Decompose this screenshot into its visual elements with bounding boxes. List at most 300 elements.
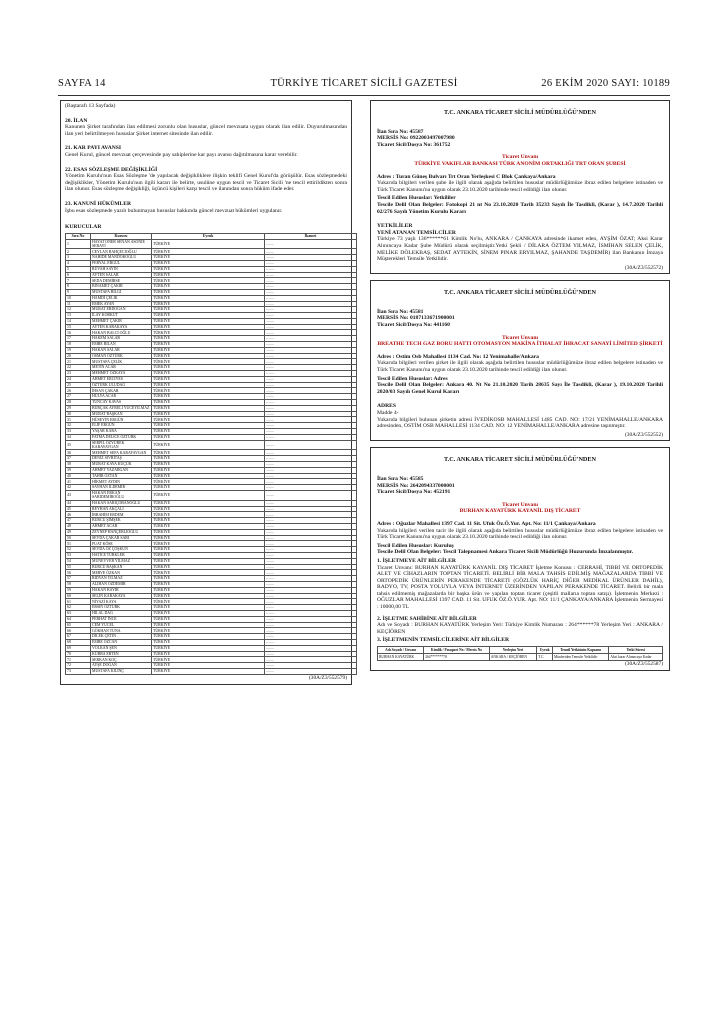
founder-name: HAKAN BAYIR xyxy=(91,587,152,593)
founder-residence: ........ xyxy=(265,462,357,468)
continued-label: (Baştarafı 13 Sayfada) xyxy=(65,103,116,109)
col-uyruk: Uyruk xyxy=(152,233,265,239)
belgeler: Tescile Delil Olan Belgeler: Fotokopi 21 nt No 23.10.2020 Tarih 35233 Sayılı İle Tasdikli, (Karar ), 14.7.2020 Tarihli 02/276 Sayılı Yönetim Kurulu Kararı xyxy=(377,201,663,215)
founder-nationality: TÜRKİYE xyxy=(152,506,265,512)
section-title: 21. KAR PAYI AVANSI xyxy=(65,145,122,152)
founder-residence: ........ xyxy=(265,564,357,570)
extra-body: Türkiye 73 yaşlı 136******61 Kimlik No'lu, ANKARA / ÇANKAYA adresinde ikamet eden, AYŞİM ÖZAT; Aksi Karar Alınıncaya Kadar Şube Müdürü olarak seçilmiştir.Yetki Şekli / DİLARA ÖZTEM YILMAZ, İSMİHAN SELEN ÇELİK, MELİKE DÖLEKBAŞ, SEDAT AYTEKİN, SİNEM PINAR ERYILMAZ, ŞAHANDE TAŞDEMİR) ilan Bankanın İmzaya Müşterekleri Temsile Yetkilidir. xyxy=(377,236,663,263)
founder-residence: ........ xyxy=(265,553,357,559)
founder-nationality: TÜRKİYE xyxy=(152,347,265,353)
founder-residence: ........ xyxy=(265,289,357,295)
row-number: 58 xyxy=(66,581,91,587)
row-number: 33 xyxy=(66,429,91,435)
row-number: 52 xyxy=(66,547,91,553)
founder-residence: ........ xyxy=(265,266,357,272)
founder-residence: ........ xyxy=(265,576,357,582)
founder-nationality: TÜRKİYE xyxy=(152,547,265,553)
row-number: 73 xyxy=(66,668,91,674)
row-number: 35 xyxy=(66,440,91,450)
founder-residence: ........ xyxy=(265,342,357,348)
founder-name: EMRE BILAN xyxy=(91,342,152,348)
founder-nationality: TÜRKİYE xyxy=(152,535,265,541)
row-number: 36 xyxy=(66,450,91,456)
row-number: 64 xyxy=(66,616,91,622)
row-number: 59 xyxy=(66,587,91,593)
col-ikamet: İkamet xyxy=(265,233,357,239)
founder-nationality: TÜRKİYE xyxy=(152,301,265,307)
row-number: 25 xyxy=(66,382,91,388)
rep-col-header: Yerleşim Yeri xyxy=(489,647,536,654)
header-rule xyxy=(58,95,670,96)
founder-nationality: TÜRKİYE xyxy=(152,295,265,301)
row-number: 17 xyxy=(66,336,91,342)
founder-name: GÖKHAN TUNA xyxy=(91,628,152,634)
row-number: 55 xyxy=(66,564,91,570)
founder-residence: ........ xyxy=(265,558,357,564)
founder-nationality: TÜRKİYE xyxy=(152,411,265,417)
founder-name: AHMET ERCİYES xyxy=(91,376,152,382)
founder-residence: ........ xyxy=(265,535,357,541)
founder-residence: ........ xyxy=(265,518,357,524)
rep-col-header: Temsil Yetkisinin Kapsamı xyxy=(552,647,608,654)
row-number: 18 xyxy=(66,342,91,348)
extra-body: Yukarıda bilgileri bulunan şirketin adresi İVEDİKOSB MAHALLESİ 1485 CAD. NO: 17/21 YENİMAHALLE/ANKARA adresinden, OSTİM OSB MAHALLESİ 1134 CAD. NO: 12 YENİMAHALLE/ANKARA adresine taşınmıştır. xyxy=(377,416,663,430)
row-number: 38 xyxy=(66,462,91,468)
founder-residence: ........ xyxy=(265,639,357,645)
col-sira: Sıra No xyxy=(66,233,91,239)
founder-name: MUSTAFA KILINÇ xyxy=(91,668,152,674)
founder-residence: ........ xyxy=(265,382,357,388)
founder-residence: ........ xyxy=(265,336,357,342)
row-number: 22 xyxy=(66,365,91,371)
founder-name: AHMET YAZARGAN xyxy=(91,467,152,473)
founder-name: FERHAT İNCE xyxy=(91,616,152,622)
founder-name: İBRAHİM ERDEM xyxy=(91,512,152,518)
unvan-label: Ticaret Unvanı xyxy=(502,154,538,161)
founder-residence: ........ xyxy=(265,491,357,501)
row-number: 28 xyxy=(66,400,91,406)
representatives-table xyxy=(377,646,663,661)
row-number: 21 xyxy=(66,359,91,365)
founder-residence: ........ xyxy=(265,394,357,400)
founder-residence: ........ xyxy=(265,313,357,319)
adres: Adres : Oğuzlar Mahallesi 1397 Cad. 11 Sit. Ufuk Öz.Ö.Yur. Apt. No: 11/1 Çankaya/Ankara xyxy=(377,520,596,527)
notice-1 xyxy=(370,100,670,274)
row-number: 70 xyxy=(66,651,91,657)
row-number: 60 xyxy=(66,593,91,599)
founder-name: KÜBRA ERTEN xyxy=(91,651,152,657)
founder-name: HİLAL DAĞ xyxy=(91,610,152,616)
founder-nationality: TÜRKİYE xyxy=(152,576,265,582)
founder-residence: ........ xyxy=(265,255,357,261)
founder-residence: ........ xyxy=(265,359,357,365)
founder-name: SELİN KARAKAYA xyxy=(91,593,152,599)
notice-office: T.C. ANKARA TİCARET SİCİLİ MÜDÜRLÜĞÜ'NDEN xyxy=(444,456,596,464)
section-1-body: Ticaret Unvanı: BURHAN KAYATÜRK KAYANİL DIŞ TİCARET İşletme Konusu : CERRAHİ, TIBBİ VE ORTOPEDİK ALET VE CİHAZLARIN TOPTAN TİCARETİ. BELİRLİ BİR MALA TAHSİS EDİLMİŞ MAĞAZALARDA TIBBİ VE ORTOPEDİK ÜRÜNLERİN PERAKENDE TİCARETİ (GÖZLÜK HARİÇ DİĞER MEDİKAL ÜRÜNLER DAHİL), RADYO, TV, POSTA YOLUYLA VEYA İNTERNET ÜZERİNDEN YAPILAN PERAKENDE TİCARET. Belirli bir mala tahsis edilmemiş mağazalarda bir başka ürün ve yapılan toptan ticaret (çeşitli mallarıa toptan satışı). İşletmenin Merkezi : OĞUZLAR MAHALLESİ 1397 CAD. 11 Sit. UFUK ÖZ.Ö.YUR. Apt. NO: 11/1 ÇANKAYA/ANKARA İşletmenin Sermayesi : 10000,00 TL xyxy=(377,564,663,611)
founder-name: HAYAT ÖNER SENAN ASONİE SERAYİ xyxy=(91,239,152,249)
sicil-no: Ticaret Sicil/Dosya No: 441160 xyxy=(377,322,450,329)
row-number: 63 xyxy=(66,610,91,616)
rep-cell: T.C. xyxy=(537,654,553,661)
founder-residence: ........ xyxy=(265,376,357,382)
founder-residence: ........ xyxy=(265,423,357,429)
row-number: 4 xyxy=(66,260,91,266)
founder-residence: ........ xyxy=(265,272,357,278)
notice-2 xyxy=(370,280,670,441)
section-title: 22. ESAS SÖZLEŞME DEĞİŞİKLİĞİ xyxy=(65,166,158,173)
founder-nationality: TÜRKİYE xyxy=(152,324,265,330)
founder-residence: ........ xyxy=(265,239,357,249)
founder-residence: ........ xyxy=(265,541,357,547)
table-row xyxy=(66,239,357,249)
founder-residence: ........ xyxy=(265,529,357,535)
founder-name: AYŞE DOĞAN xyxy=(91,663,152,669)
founder-residence: ........ xyxy=(265,330,357,336)
row-number: 8 xyxy=(66,284,91,290)
founder-name: MEHMET SEFA KARAYAVGAN xyxy=(91,450,152,456)
row-number: 72 xyxy=(66,663,91,669)
founder-nationality: TÜRKİYE xyxy=(152,541,265,547)
founder-residence: ........ xyxy=(265,347,357,353)
founder-nationality: TÜRKİYE xyxy=(152,359,265,365)
row-number: 13 xyxy=(66,313,91,319)
founder-nationality: TÜRKİYE xyxy=(152,450,265,456)
row-number: 29 xyxy=(66,405,91,411)
founder-residence: ........ xyxy=(265,467,357,473)
founder-residence: ........ xyxy=(265,365,357,371)
row-number: 14 xyxy=(66,318,91,324)
founder-name: RÜVAH SAYİN xyxy=(91,266,152,272)
founder-nationality: TÜRKİYE xyxy=(152,330,265,336)
founder-residence: ........ xyxy=(265,324,357,330)
row-number: 69 xyxy=(66,645,91,651)
rep-cell: Münferiden Temsile Yetkilidir xyxy=(552,654,608,661)
founder-nationality: TÜRKİYE xyxy=(152,564,265,570)
founder-nationality: TÜRKİYE xyxy=(152,553,265,559)
founder-residence: ........ xyxy=(265,485,357,491)
founder-name: YAŞAR KARA xyxy=(91,429,152,435)
row-number: 50 xyxy=(66,535,91,541)
founder-residence: ........ xyxy=(265,506,357,512)
founder-nationality: TÜRKİYE xyxy=(152,429,265,435)
founder-name: OSMAN ÖZTÜRK xyxy=(91,353,152,359)
founder-nationality: TÜRKİYE xyxy=(152,485,265,491)
founder-residence: ........ xyxy=(265,657,357,663)
article-sections xyxy=(65,118,347,215)
founder-name: CEM YÜCEL xyxy=(91,622,152,628)
founder-nationality: TÜRKİYE xyxy=(152,318,265,324)
founder-residence: ........ xyxy=(265,524,357,530)
founder-nationality: TÜRKİYE xyxy=(152,249,265,255)
founder-nationality: TÜRKİYE xyxy=(152,440,265,450)
founder-nationality: TÜRKİYE xyxy=(152,423,265,429)
extra-title: YETKİLİLER xyxy=(377,223,413,230)
founder-name: ALİHAN ÖZDEMİR xyxy=(91,581,152,587)
row-number: 1 xyxy=(66,239,91,249)
founder-name: ÖZTÜRK ULUDAĞ xyxy=(91,382,152,388)
row-number: 61 xyxy=(66,599,91,605)
founder-name: VOLKAN ŞEN xyxy=(91,645,152,651)
row-number: 26 xyxy=(66,388,91,394)
row-number: 53 xyxy=(66,553,91,559)
founders-table xyxy=(65,233,357,675)
founder-name: METİN ACAR xyxy=(91,365,152,371)
founder-name: BURÇAK AYRELİ YÜCEYILMAZ xyxy=(91,405,152,411)
rep-cell: Aksi karar Alınıncaya Kadar xyxy=(609,654,663,661)
founder-residence: ........ xyxy=(265,479,357,485)
row-number: 15 xyxy=(66,324,91,330)
founder-name: ERSİN ÖZTÜRK xyxy=(91,605,152,611)
row-number: 41 xyxy=(66,479,91,485)
row-number: 37 xyxy=(66,456,91,462)
founder-nationality: TÜRKİYE xyxy=(152,456,265,462)
founder-residence: ........ xyxy=(265,581,357,587)
founder-residence: ........ xyxy=(265,628,357,634)
founder-residence: ........ xyxy=(265,434,357,440)
row-number: 56 xyxy=(66,570,91,576)
unvan: BURHAN KAYATÜRK KAYANİL DIŞ TİCARET xyxy=(459,508,581,515)
founder-nationality: TÜRKİYE xyxy=(152,272,265,278)
founder-name: NAHİDE MANDOKOĞLU xyxy=(91,255,152,261)
founder-name: NİYAZİ KAYA xyxy=(91,599,152,605)
right-column xyxy=(370,100,670,677)
founder-nationality: TÜRKİYE xyxy=(152,417,265,423)
founder-residence: ........ xyxy=(265,500,357,506)
founder-residence: ........ xyxy=(265,645,357,651)
founder-name: DİLEK ÇETİN xyxy=(91,634,152,640)
ilan-no: İlan Sıra No: 45587 xyxy=(377,128,424,135)
mersis-no: MERSİS No: 2642094337000001 xyxy=(377,482,455,489)
extra-sub: Madde 4- xyxy=(377,410,399,416)
founder-name: SAYHAN İLDEMİR xyxy=(91,485,152,491)
founder-nationality: TÜRKİYE xyxy=(152,376,265,382)
row-number: 30 xyxy=(66,411,91,417)
row-number: 47 xyxy=(66,518,91,524)
founder-nationality: TÜRKİYE xyxy=(152,529,265,535)
founder-residence: ........ xyxy=(265,668,357,674)
founder-name: SERPİL ÖZYÜREK KARAYAVGAN xyxy=(91,440,152,450)
section-3-title: 3. İŞLETMENİN TEMSİLCİLERİNE AİT BİLGİLER xyxy=(377,637,510,644)
founder-name: MEHMET ÖZKAYA xyxy=(91,371,152,377)
kurucular-title: KURUCULAR xyxy=(65,224,102,231)
founder-name: FERYAL ERGÜL xyxy=(91,260,152,266)
founder-residence: ........ xyxy=(265,295,357,301)
founder-name: ZEYNEP HANÇERLİOĞLU xyxy=(91,529,152,535)
table-row xyxy=(66,491,357,501)
belgeler: Tescile Delil Olan Belgeler: Ankara 40. Nt No 21.10.2020 Tarih 28635 Sayı İle Tasdikli, (Karar ), 19.10.2020 Tarihli 2020/03 Sayılı Genel Kurul Kararı xyxy=(377,382,663,395)
page-header xyxy=(58,78,670,94)
founder-residence: ........ xyxy=(265,278,357,284)
founder-nationality: TÜRKİYE xyxy=(152,605,265,611)
founder-name: BURCU ŞİMŞEK xyxy=(91,518,152,524)
founder-residence: ........ xyxy=(265,473,357,479)
founder-name: HAKAN ERKAN SARIDEMİROĞLU xyxy=(91,491,152,501)
col-kurucu: Kurucu xyxy=(91,233,152,239)
founder-name: HATİCE TÜRKLER xyxy=(91,553,152,559)
row-number: 2 xyxy=(66,249,91,255)
founder-nationality: TÜRKİYE xyxy=(152,610,265,616)
founder-nationality: TÜRKİYE xyxy=(152,512,265,518)
notice-ref: (30A/Z3/552572) xyxy=(624,264,663,271)
founder-name: FATMA DELİCE ÖZTÜRK xyxy=(91,434,152,440)
unvan-label: Ticaret Unvanı xyxy=(502,334,538,341)
sicil-no: Ticaret Sicil/Dosya No: 452191 xyxy=(377,489,451,496)
sicil-no: Ticaret Sicil/Dosya No: 361752 xyxy=(377,141,451,148)
founder-nationality: TÜRKİYE xyxy=(152,394,265,400)
founder-residence: ........ xyxy=(265,301,357,307)
row-number: 12 xyxy=(66,307,91,313)
founder-name: MUSTAFA ÇELİK xyxy=(91,359,152,365)
founder-residence: ........ xyxy=(265,634,357,640)
row-number: 27 xyxy=(66,394,91,400)
founder-name: DENİZ SİVRİTAŞ xyxy=(91,456,152,462)
row-number: 39 xyxy=(66,467,91,473)
row-number: 3 xyxy=(66,255,91,261)
founder-nationality: TÜRKİYE xyxy=(152,371,265,377)
hususlar: Tescil Edilen Hususlar: Kuruluş xyxy=(377,542,454,549)
row-number: 43 xyxy=(66,491,91,501)
founder-residence: ........ xyxy=(265,547,357,553)
founder-nationality: TÜRKİYE xyxy=(152,622,265,628)
table-row xyxy=(66,668,357,674)
founder-residence: ........ xyxy=(265,450,357,456)
founder-residence: ........ xyxy=(265,260,357,266)
unvan-label: Ticaret Unvanı xyxy=(502,501,538,508)
founder-name: BİNAMET ÇAKIR xyxy=(91,284,152,290)
founder-nationality: TÜRKİYE xyxy=(152,284,265,290)
section-body: Yönetim Kurulu'nun Esas Sözleşme 'de yapılacak değişikliklere ilişkin teklifi Genel Kurul'da görüşülür. Esas sözleşmedeki değişiklikler, Yönetim Kurulu'nun ilgili kararı ile belirte, usulüne uygun tescil ve Ticaret Sicili 'ne tescil ettirildikten sonra ilan olunur. Esas sözleşme değişikliği, üçüncü kişileri karşı tescil ve ilanından sonra hüküm ifade eder. xyxy=(65,173,347,193)
unvan: TÜRKİYE VAKIFLAR BANKASI TÜRK ANONİM ORTAKLIĞI TRT ORAN ŞUBESİ xyxy=(414,160,626,167)
rep-col-header: Adı Soyadı / Unvanı xyxy=(378,647,424,654)
founder-residence: ........ xyxy=(265,587,357,593)
row-number: 54 xyxy=(66,558,91,564)
row-number: 7 xyxy=(66,278,91,284)
founder-name: MURAT KAYA KÜÇÜK xyxy=(91,462,152,468)
mersis-no: MERSİS No: 0922003497007980 xyxy=(377,135,455,142)
founder-nationality: TÜRKİYE xyxy=(152,599,265,605)
row-number: 49 xyxy=(66,529,91,535)
founder-nationality: TÜRKİYE xyxy=(152,313,265,319)
founder-residence: ........ xyxy=(265,284,357,290)
founder-name: SEVDA ÇAKAR SARI xyxy=(91,535,152,541)
founder-name: AYTEN SALAR xyxy=(91,272,152,278)
founder-residence: ........ xyxy=(265,456,357,462)
founder-nationality: TÜRKİYE xyxy=(152,581,265,587)
notice-body: Yukarıda bilgileri verilen tacir ile ilgili olarak aşağıda belirtilen hususlar müdürlüğümüze ibraz edilen belgelere istinaden ve Türk Ticaret Kanunu'na uygun olarak 23.10.2020 tarihinde tescil edildiği ilan olunur. xyxy=(377,527,663,541)
founder-nationality: TÜRKİYE xyxy=(152,266,265,272)
founder-name: MÜNEVVER YILMAZ xyxy=(91,558,152,564)
founder-name: MERVE ÖZKAN xyxy=(91,570,152,576)
row-number: 23 xyxy=(66,371,91,377)
founder-nationality: TÜRKİYE xyxy=(152,628,265,634)
founder-nationality: TÜRKİYE xyxy=(152,365,265,371)
left-ref: (30A/Z3/552579) xyxy=(308,674,347,681)
founder-name: EMEK AYAN xyxy=(91,301,152,307)
hususlar: Tescil Edilen Hususlar: Yetkililer xyxy=(377,195,456,202)
gazette-title: TÜRKİYE TİCARET SİCİLİ GAZETESİ xyxy=(270,78,458,89)
section-body: Genel Kurul, güncel mevzuat çerçevesinde pay sahiplerine kar payı avansı dağıtılmasına karar verebilir. xyxy=(65,151,298,158)
founder-residence: ........ xyxy=(265,651,357,657)
belgeler: Tescile Delil Olan Belgeler: Tescil Talepnamesi Ankara Ticaret Sicili Müdürlüğü Huzurunda İmzalanmıştır. xyxy=(377,549,633,556)
founder-name: HAMDİ ÇELİK xyxy=(91,295,152,301)
founder-nationality: TÜRKİYE xyxy=(152,639,265,645)
founder-residence: ........ xyxy=(265,440,357,450)
rep-col-header: Yetki Süresi xyxy=(609,647,663,654)
ilan-no: İlan Sıra No: 45581 xyxy=(377,308,424,315)
row-number: 40 xyxy=(66,473,91,479)
founder-name: EMRE ÖZCAN xyxy=(91,639,152,645)
founder-nationality: TÜRKİYE xyxy=(152,405,265,411)
founder-residence: ........ xyxy=(265,400,357,406)
founder-name: MEHMET ÇAKIR xyxy=(91,318,152,324)
founder-residence: ........ xyxy=(265,307,357,313)
founder-nationality: TÜRKİYE xyxy=(152,467,265,473)
founder-name: MURAT ERDOĞAN xyxy=(91,307,152,313)
section-body: İşbu esas sözleşmede yazılı bulunmayan hususlar hakkında güncel mevzuat hükümleri uygulanır. xyxy=(65,207,283,214)
founder-nationality: TÜRKİYE xyxy=(152,342,265,348)
founder-nationality: TÜRKİYE xyxy=(152,570,265,576)
row-number: 19 xyxy=(66,347,91,353)
founder-name: ELİF ERGÜN xyxy=(91,423,152,429)
rep-col-header: Uyruk xyxy=(537,647,553,654)
founder-nationality: TÜRKİYE xyxy=(152,663,265,669)
notice-3 xyxy=(370,447,670,670)
row-number: 68 xyxy=(66,639,91,645)
notice-ref: (30A/Z3/552587) xyxy=(624,661,663,668)
founder-name: HAKEM SALAR xyxy=(91,336,152,342)
founder-nationality: TÜRKİYE xyxy=(152,336,265,342)
left-column xyxy=(60,100,352,691)
founder-nationality: TÜRKİYE xyxy=(152,400,265,406)
row-number: 48 xyxy=(66,524,91,530)
founder-nationality: TÜRKİYE xyxy=(152,382,265,388)
notice-office: T.C. ANKARA TİCARET SİCİLİ MÜDÜRLÜĞÜ'NDEN xyxy=(444,289,596,297)
row-number: 66 xyxy=(66,628,91,634)
row-number: 11 xyxy=(66,301,91,307)
founder-residence: ........ xyxy=(265,622,357,628)
notice-ref: (30A/Z3/552552) xyxy=(624,431,663,438)
unvan: BREATHE TECH GAZ BORU HATTI OTOMASYON MAKİNA İTHALAT İHRACAT SANAYİ LİMİTED ŞİRKETİ xyxy=(377,341,663,348)
founder-residence: ........ xyxy=(265,593,357,599)
founder-name: HÜSEYİN ERGÜN xyxy=(91,417,152,423)
notice-office: T.C. ANKARA TİCARET SİCİLİ MÜDÜRLÜĞÜ'NDEN xyxy=(444,109,596,116)
founder-nationality: TÜRKİYE xyxy=(152,307,265,313)
extra-sub: YENİ ATANAN TEMSİLCİLER xyxy=(377,229,456,236)
founder-name: FUAT KÖSE xyxy=(91,541,152,547)
mersis-no: MERSİS No: 0187133671900001 xyxy=(377,315,455,322)
adres: Adres : Turan Güneş Bulvarı Trt Oran Yerleşkesi C Blok Çankaya/Ankara xyxy=(377,173,556,180)
founder-nationality: TÜRKİYE xyxy=(152,651,265,657)
founder-nationality: TÜRKİYE xyxy=(152,388,265,394)
founder-residence: ........ xyxy=(265,249,357,255)
row-number: 46 xyxy=(66,512,91,518)
founder-nationality: TÜRKİYE xyxy=(152,587,265,593)
row-number: 42 xyxy=(66,485,91,491)
notice-body: Yukarıda bilgileri verilen şube ile ilgili olarak aşağıda belirtilen hususlar müdürlüğümüze ibraz edilen belgelere istinaden ve Türk Ticaret Kanunu'na uygun olarak 23.10.2020 tarihinde tescil edildiği ilan olunur. xyxy=(377,180,663,193)
founder-residence: ........ xyxy=(265,371,357,377)
founder-name: TAHİR ÖZTAN xyxy=(91,473,152,479)
founder-nationality: TÜRKİYE xyxy=(152,524,265,530)
row-number: 71 xyxy=(66,657,91,663)
founder-residence: ........ xyxy=(265,605,357,611)
row-number: 65 xyxy=(66,622,91,628)
founder-name: SEDA DEMİRSE xyxy=(91,278,152,284)
founder-nationality: TÜRKİYE xyxy=(152,278,265,284)
founder-nationality: TÜRKİYE xyxy=(152,479,265,485)
founder-residence: ........ xyxy=(265,599,357,605)
founder-nationality: TÜRKİYE xyxy=(152,462,265,468)
row-number: 5 xyxy=(66,266,91,272)
